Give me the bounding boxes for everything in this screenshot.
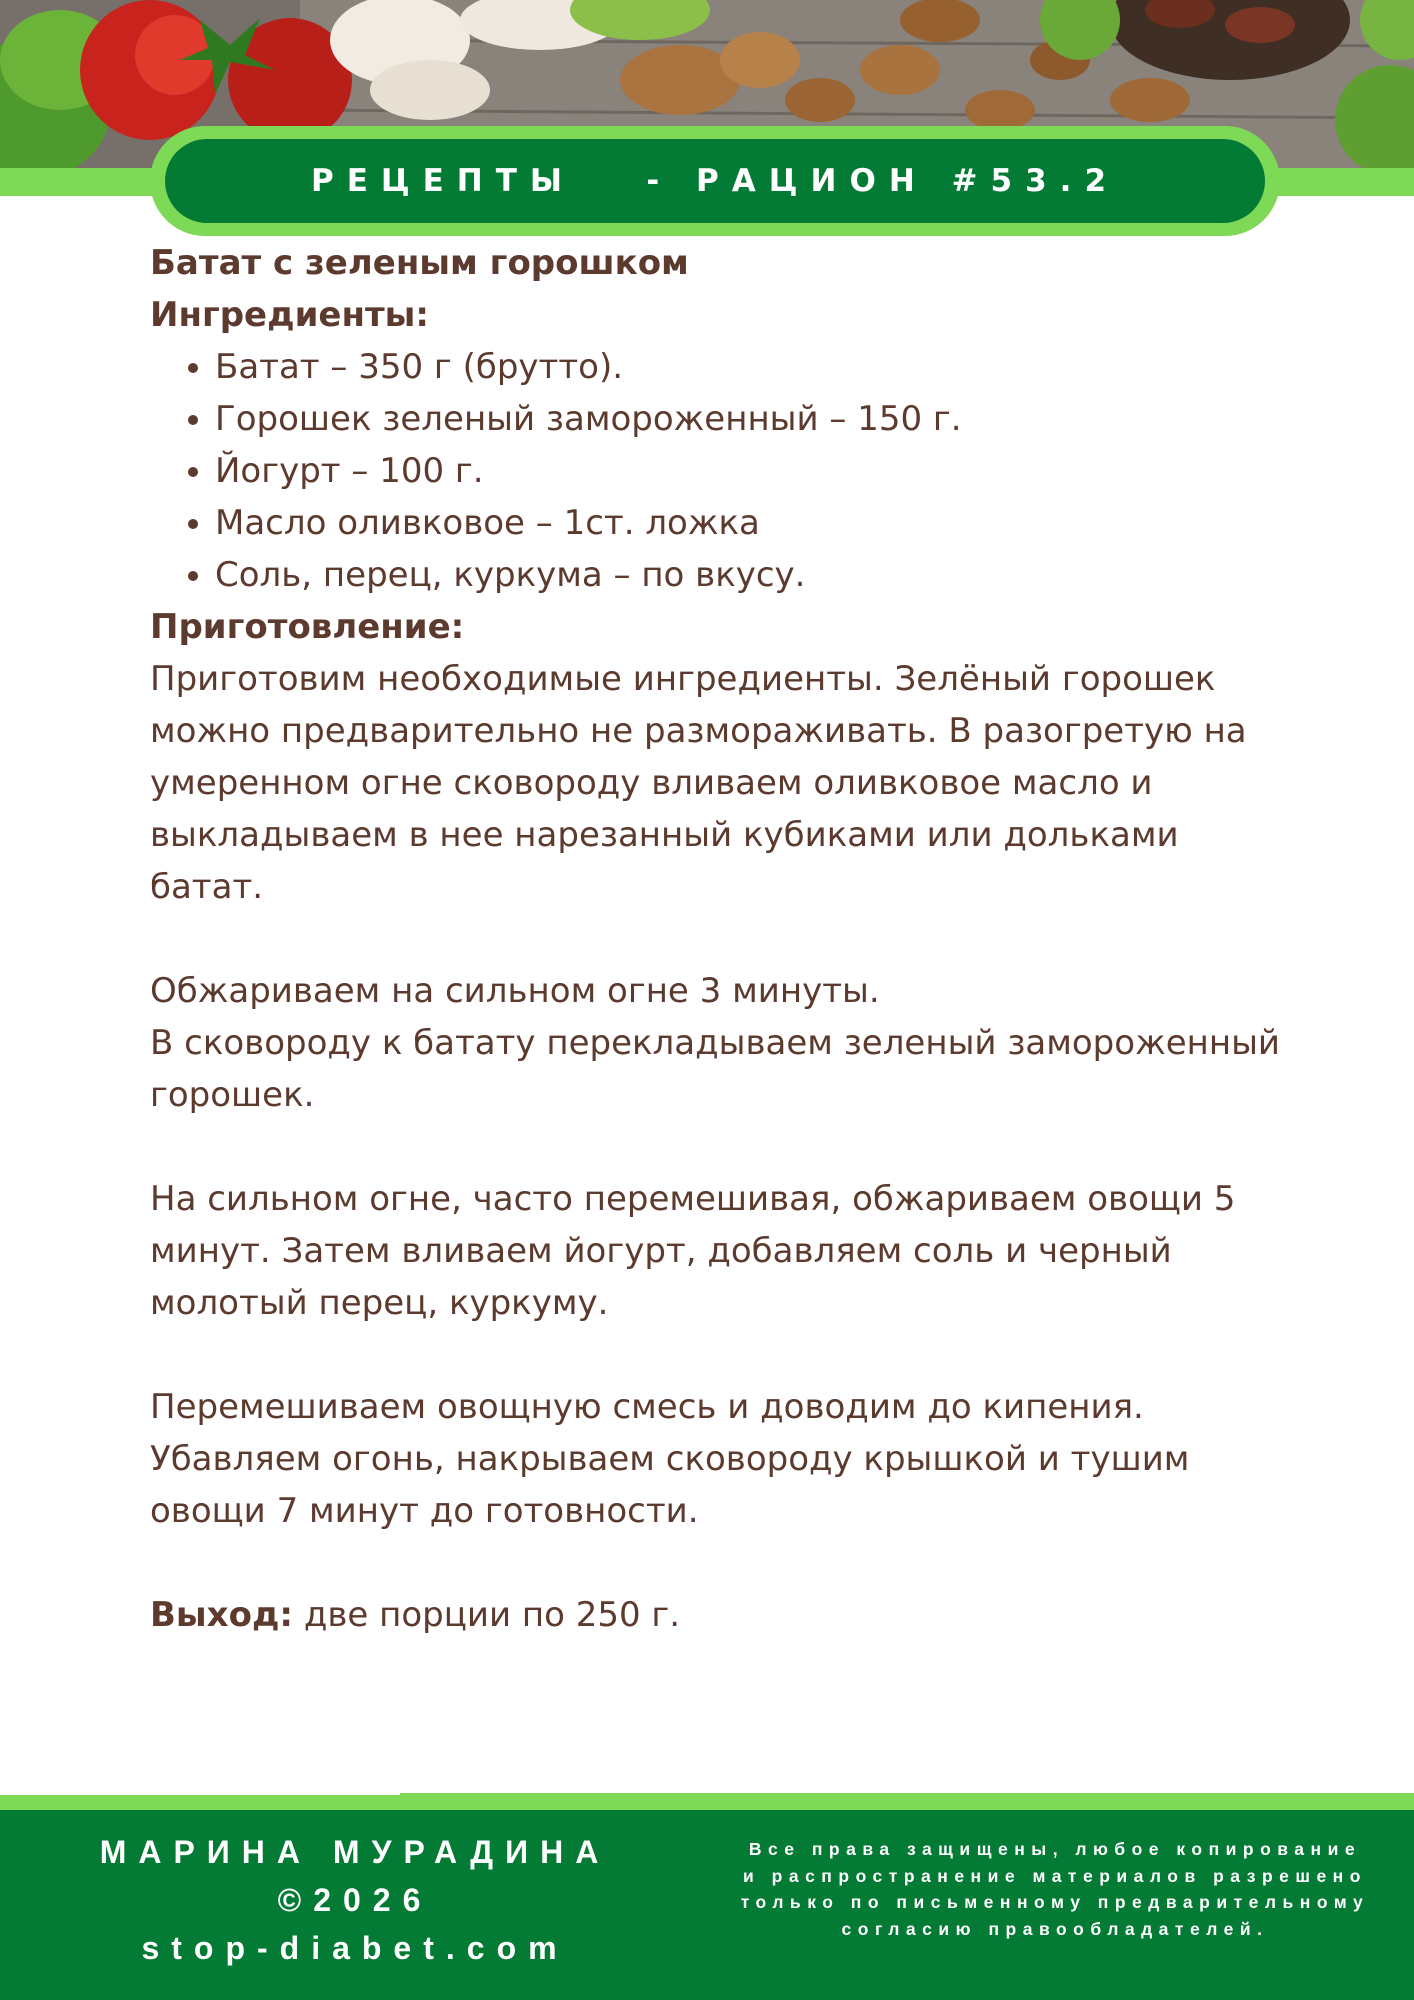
preparation-paragraph: Обжариваем на сильном огне 3 минуты. В сковороду к батату перекладываем зеленый замороженный горошек. [150, 971, 1281, 1115]
yield-value: две порции по 250 г. [293, 1595, 681, 1635]
recipe-title: Батат с зеленым горошком [150, 243, 689, 283]
rights-notice: Все права защищены, любое копирование и распространение материалов разрешено только по письменному предварительному согласию правообладателей. [740, 1839, 1370, 1939]
preparation-paragraph: На сильном огне, часто перемешивая, обжариваем овощи 5 минут. Затем вливаем йогурт, добавляем соль и черный молотый перец, куркуму. [150, 1179, 1236, 1323]
recipe-yield [150, 1589, 1290, 1641]
ingredient-item: • Горошек зеленый замороженный – 150 г. [215, 393, 1290, 445]
ingredients-heading: Ингредиенты: [150, 295, 429, 335]
title-banner [165, 139, 1265, 223]
ingredient-item: • Масло оливковое – 1ст. ложка [215, 497, 1290, 549]
footer [0, 1810, 1414, 2000]
recipe-content [150, 237, 1290, 1641]
ingredient-item: • Йогурт – 100 г. [215, 445, 1290, 497]
footer-accent-strip-left [0, 1795, 400, 1811]
preparation-heading: Приготовление: [150, 607, 465, 647]
website-link[interactable]: stop-diabet.com [141, 1930, 569, 1966]
copyright: ©2026 [277, 1882, 433, 1918]
footer-author-block [0, 1828, 710, 1972]
footer-accent-strip-right [400, 1793, 1414, 1811]
author-name: МАРИНА МУРАДИНА [99, 1834, 611, 1870]
ingredient-item: • Соль, перец, куркума – по вкусу. [215, 549, 1290, 601]
page-title: РЕЦЕПТЫ - РАЦИОН #53.2 [310, 163, 1120, 199]
ingredient-item: • Батат – 350 г (брутто). [215, 341, 1290, 393]
preparation-paragraph: Приготовим необходимые ингредиенты. Зелёный горошек можно предварительно не размораживать. В разогретую на умеренном огне сковороду вливаем оливковое масло и выкладываем в нее нарезанный кубиками или дольками батат. [150, 659, 1247, 907]
yield-label: Выход: [150, 1595, 294, 1635]
ingredients-list [150, 341, 1290, 601]
preparation-paragraph: Перемешиваем овощную смесь и доводим до кипения. Убавляем огонь, накрываем сковороду крышкой и тушим овощи 7 минут до готовности. [150, 1387, 1190, 1531]
